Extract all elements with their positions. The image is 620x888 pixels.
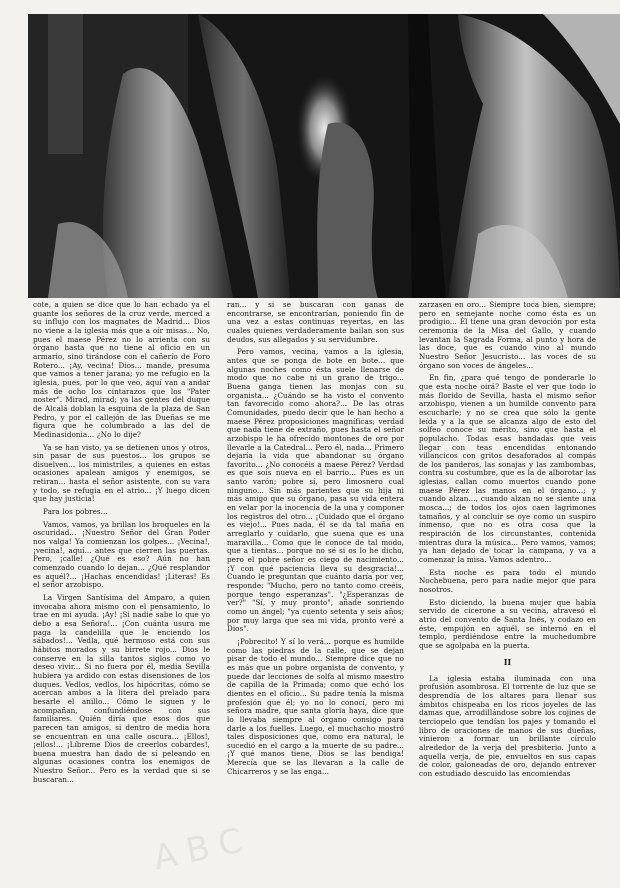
paragraph: zarzasen en oro... Siempre toca bien, siempre; pero en semejante noche como ésta es un prodigio... Él tiene una gran devoción por esta ceremonia de la Misa del Gallo, y cuando levantan la Sagrada Forma, al punto y hora de las doce, que es cuando vino al mundo Nuestro Señor Jesucristo... las voces de su órgano son voces de ángeles... — [419, 301, 596, 370]
paragraph: En fin, ¿para qué tengo de ponderarle lo que esta noche oirá? Baste el ver que todo lo más florido de Sevilla, hasta el mismo señor arzobispo, vienen a un humilde convento para escucharle; y no se crea que sólo la gente leída y a la que se alcanza algo de esto del solfeo conoce su mérito, sino que hasta el populacho. Todas esas bandadas que veis llegar con teas encendidas entonando villancicos con gritos desaforados al compás de los panderos, las sonajas y las zambombas, contra su costumbre, que es la de alborotar las iglesias, callan como muertos cuando pone maese Pérez las manos en el órgano...; y cuando alzan..., cuando alzan no se siente una mosca...; de todos los ojos caen lagrimones tamaños, y al concluir se oye como un suspiro inmenso, que no es otra cosa que la respiración de los circunstantes, contenida mientras dura la música... Pero vamos, vamos; ya han dejado de tocar la campana, y va a comenzar la misa. Vamos adentro... — [419, 373, 596, 565]
text-column-3 — [419, 301, 596, 841]
paragraph: Esta noche es para todo el mundo Nochebuena, pero para nadie mejor que para nosotros. — [419, 567, 596, 594]
paragraph: Esto diciendo, la buena mujer que había servido de cicerone a su vecina, atravesó el atrio del convento de Santa Inés, y codazo en éste, empujón en aquél, se internó en el templo, perdiéndose entre la muchedumbre que se agolpaba en la puerta. — [419, 597, 596, 650]
watermark: ABC — [149, 818, 256, 879]
text-column-1 — [33, 301, 210, 841]
photo-illustration — [28, 14, 620, 298]
paragraph: Para los pobres... — [43, 507, 108, 517]
paragraph: La iglesia estaba iluminada con una profusión asombrosa. El torrente de luz que se desprendía de los altares para llenar sus ámbitos chispeaba en los ricos joyeles de las damas que, arrodillándose sobre los cojines de terciopelo que tendían los pajes y tomando el libro de oraciones de manos de sus dueñas, vinieron a formar un brillante círculo alrededor de la verja del presbiterio. Junto a aquella verja, de pie, envueltos en sus capas de color, galoneadas de oro, dejando entrever con estudiado descuido las encomiendas — [419, 673, 596, 778]
paragraph: Pero vamos, vecina, vamos a la iglesia, antes que se ponga de bote en bote... que algunas noches como ésta suele llenarse de modo que no cabe ni un grano de trigo... Buena ganga tienen las monjas con su organista... ¿Cuándo se ha visto el convento tan favorecido como ahora?... De las otras Comunidades, puedo decir que le han hecho a maese Pérez proposiciones magníficas; verdad que nada tiene de extraño, pues hasta el señor arzobispo le ha ofrecido montones de oro por llevarle a la Catedral... Pero él, nada... Primero dejaría la vida que abandonar su órgano favorito... ¿No conocéis a maese Pérez? Verdad es que sois nueva en el barrio... Pues es un santo varón; pobre sí, pero limosnero cual ninguno... Sin más parientes que su hija ni más amigo que su órgano, pasa su vida entera en velar por la inocencia de la una y componer los registros del otro... ¡Cuidado que el órgano es viejo!... Pues nada, él se da tal maña en arreglarlo y cuidarlo, que suena que es una maravilla... Como que le conoce de tal modo, que a tientas... porque no sé si os lo he dicho, pero el pobre señor es ciego de nacimiento... ¡Y con qué paciencia lleva su desgracia!... Cuando le preguntan que cuánto daría por ver, responde: "Mucho, pero no tanto como creéis, porque tengo esperanzas". "¿Esperanzas de ver?" "Sí, y muy pronto", añade sonriendo como un ángel; "ya cuento setenta y seis años; por muy larga que sea mi vida, pronto veré a Dios". — [227, 347, 404, 634]
paragraph: La Virgen Santísima del Amparo, a quien invocaba ahora mismo con el pensamiento, lo trae en mi ayuda. ¡Ay! ¡Si nadie sabe lo que yo debo a esa Señora!... ¡Con cuánta usura me paga la candelilla que le enciendo los sábados!... Vedla, qué hermoso está con sus hábitos morados y su birrete rojo... Dios le conserve en la silla tantos siglos como yo deseo vivir... Si no fuera por él, media Sevilla hubiera ya ardido con estas disensiones de los duques. Vedlos, vedlos, los hipócritas, cómo se acercan ambos a la litera del prelado para besarle el anillo... Cómo le siguen y le acompañan, confundiéndose con sus familiares. Quién diría que esos dos que parecen tan amigos, si dentro de media hora se encuentran en una calle oscura... ¡Ellos!, ¡ellos!... ¡Líbreme Dios de creerlos cobardes!, buena muestra han dado de sí peleando en algunas ocasiones contra los enemigos de Nuestro Señor... Pero es la verdad que si se buscaran... — [33, 593, 210, 784]
paragraph: Ya se han visto, ya se detienen unos y otros, sin pasar de sus puestos... los grupos se disuelven... los ministriles, a quienes en estas ocasiones apalean amigos y enemigos, se retiran... hasta el señor asistente, con su vara y todo, se refugia en el atrio... ¡Y luego dicen que hay justicia! — [33, 442, 210, 504]
paragraph: ¡Pobrecito! Y sí lo verá... porque es humilde como las piedras de la calle, que se dejan pisar de todo el mundo... Siempre dice que no es más que un pobre organista de convento, y puede dar lecciones de solfa al mismo maestro de capilla de la Primada; como que echó los dientes en el oficio... Su padre tenía la misma profesión que él; yo no lo conocí, pero mi señora madre, que santa gloria haya, dice que lo llevaba siempre al órgano consigo para darle a los fuelles. Luego, el muchacho mostró tales disposiciones que, como era natural, le sucedió en el cargo a la muerte de su padre... ¡Y qué manos tiene, Dios se las bendiga! Merecía que se las llevaran a la calle de Chicarreros y se las enga... — [227, 636, 404, 776]
section-numeral: II — [503, 656, 512, 667]
paragraph: cote, a quien se dice que lo han echado ya el guante los señores de la cruz verde, merced a su influjo con los magnates de Madrid... Dios no viene a la iglesia más que a oír misas... No, pues el maese Pérez no lo arrienta con su órgano hasta que no tiene al oficio en un armario, sino tirándose con el cañerío de Foro Rotero... ¡Ay, vecina! Dios... mande, presuma que vamos a tener jarana; yo me refugio en la iglesia, pues, por lo que veo, aquí van a andar más de ocho los cintarazos que los "Pater noster". Mirad, mirad; ya las gentes del duque de Alcalá doblan la esquina de la plaza de San Pedro, y por el callejón de las Dueñas se me figura que he columbrado a las del de Medinasidonia... ¿No lo dije? — [33, 301, 210, 439]
church-interior-photograph — [28, 14, 620, 298]
paragraph: ran... y si se buscaran con ganas de encontrarse, se encontrarían, poniendo fin de una vez a estas continuas reyertas, en las cuales quienes verdaderamente bailan son sus deudos, sus allegados y su servidumbre. — [227, 301, 404, 344]
text-column-2 — [227, 301, 404, 841]
paragraph: Vamos, vamos, ya brillan los broqueles en la oscuridad... ¡Nuestro Señor del Gran Poder nos valga! Ya comienzan los golpes... ¡Vecina!, ¡vecina!, aquí... antes que cierren las puertas. Pero, ¡calle! ¿Qué es eso? Aún no han comenzado cuando lo dejan... ¿Qué resplandor es aquél?... ¡Hachas encendidas! ¡Literas! Es el señor arzobispo. — [33, 519, 210, 590]
